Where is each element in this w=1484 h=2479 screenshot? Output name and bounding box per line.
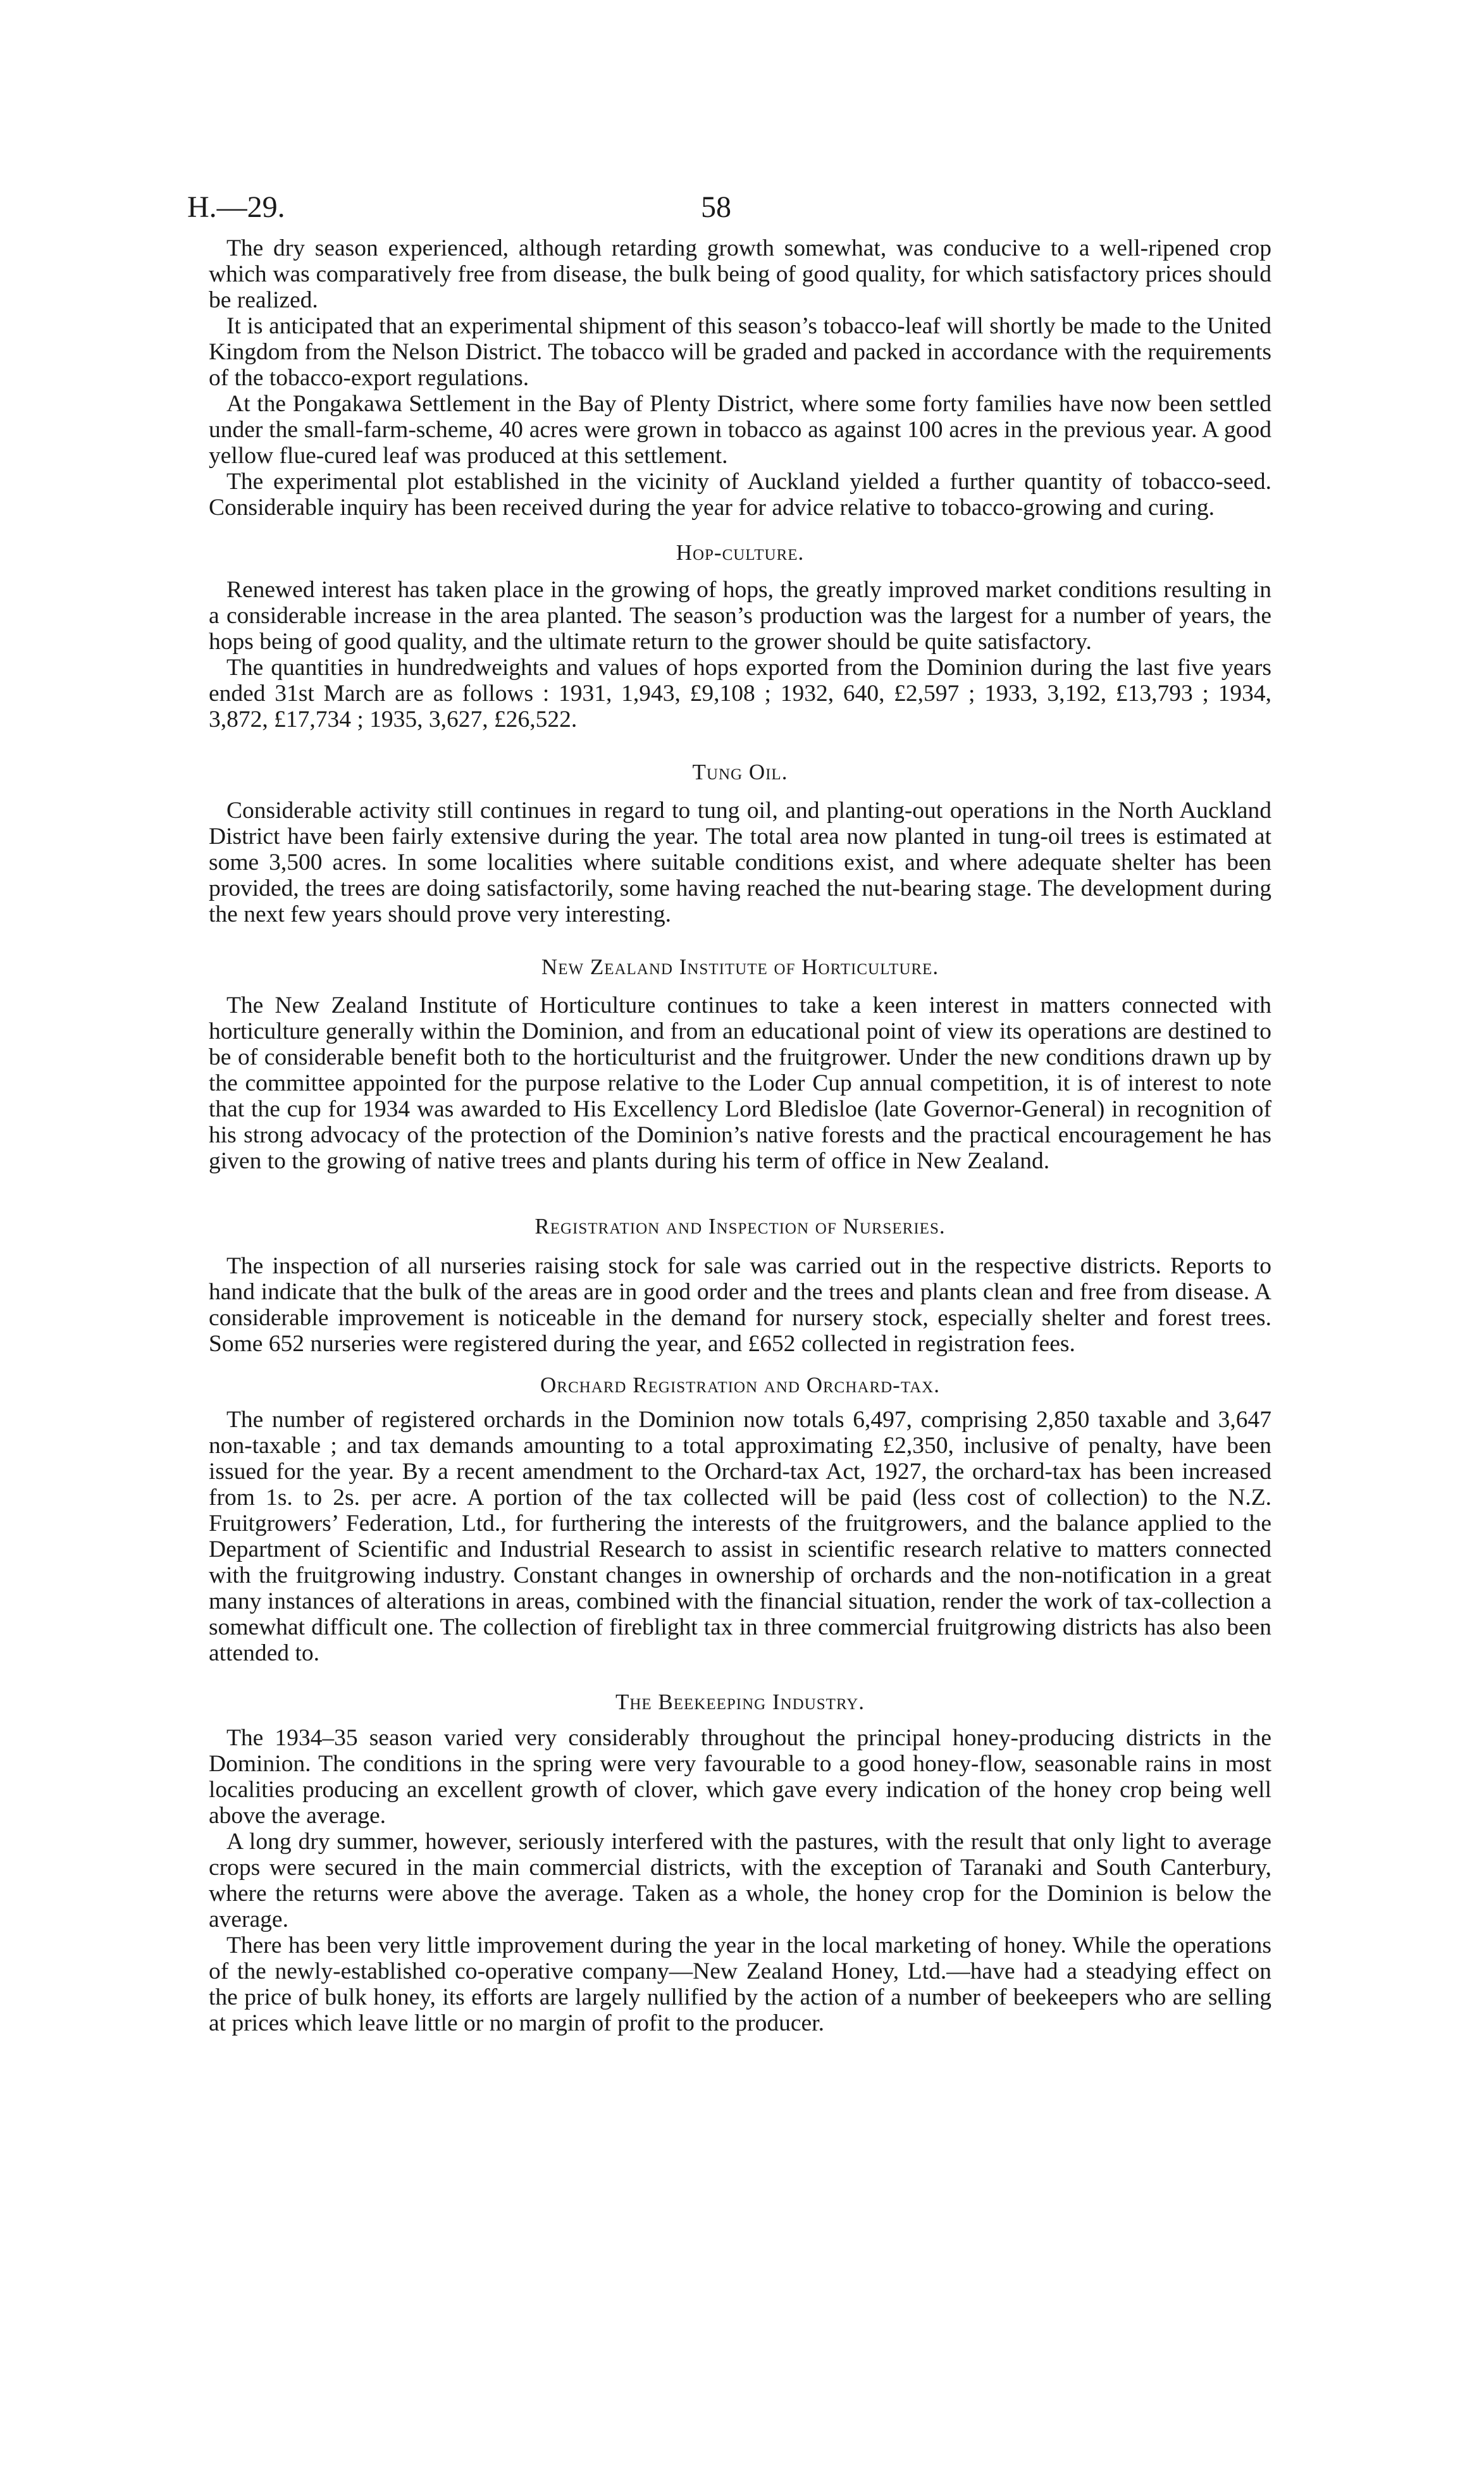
tung-oil-section	[209, 759, 1271, 927]
section-heading: Orchard Registration and Orchard-tax.	[540, 1373, 940, 1397]
paragraph: The 1934–35 season varied very considerably throughout the principal honey-producing districts in the Dominion. The conditions in the spring were very favourable to a good honey-flow, seasonable rains in most localities producing an excellent growth of clover, which gave every indication of the honey crop being well above the average.	[209, 1725, 1271, 1829]
orchard-section	[209, 1372, 1271, 1666]
paragraph: It is anticipated that an experimental shipment of this season’s tobacco-leaf will shortly be made to the United Kingdom from the Nelson District. The tobacco will be graded and packed in accordance with the requirements of the tobacco-export regulations.	[209, 313, 1271, 391]
section-heading: Registration and Inspection of Nurseries.	[535, 1214, 946, 1239]
paragraph: At the Pongakawa Settlement in the Bay of Plenty District, where some forty families have now been settled under the small-farm-scheme, 40 acres were grown in tobacco as against 100 acres in the previous year. A good yellow flue-cured leaf was produced at this settlement.	[209, 391, 1271, 469]
nz-institute-section	[209, 954, 1271, 1174]
paragraph: The number of registered orchards in the Dominion now totals 6,497, comprising 2,850 taxable and 3,647 non-taxable ; and tax demands amounting to a total approximating £2,350, inclusive of penalty, have been issued for the year. By a recent amendment to the Orchard-tax Act, 1927, the orchard-tax has been increased from 1s. to 2s. per acre. A portion of the tax collected will be paid (less cost of collection) to the N.Z. Fruitgrowers’ Federation, Ltd., for furthering the interests of the fruitgrowers, and the balance applied to the Department of Scientific and Industrial Research to assist in scientific research relative to matters connected with the fruitgrowing industry. Constant changes in ownership of orchards and the non-notification in a great many instances of alterations in areas, combined with the financial situation, render the work of tax-collection a somewhat difficult one. The collection of fireblight tax in three commercial fruitgrowing districts has also been attended to.	[209, 1407, 1271, 1666]
paragraph: There has been very little improvement during the year in the local marketing of honey. While the operations of the newly-established co-operative company—New Zealand Honey, Ltd.—have had a steadying effect on the price of bulk honey, its efforts are largely nullified by the action of a number of beekeepers who are selling at prices which leave little or no margin of profit to the producer.	[209, 1932, 1271, 2036]
paragraph: A long dry summer, however, seriously interfered with the pastures, with the result that only light to average crops were secured in the main commercial districts, with the exception of Taranaki and South Canterbury, where the returns were above the average. Taken as a whole, the honey crop for the Dominion is below the average.	[209, 1829, 1271, 1932]
beekeeping-section	[209, 1689, 1271, 2036]
paragraph: The New Zealand Institute of Horticulture continues to take a keen interest in matters connected with horticulture generally within the Dominion, and from an educational point of view its operations are destined to be of considerable benefit both to the horticulturist and the fruitgrower. Under the new conditions drawn up by the committee appointed for the purpose relative to the Loder Cup annual competition, it is of interest to note that the cup for 1934 was awarded to His Excellency Lord Bledisloe (late Governor-General) in recognition of his strong advocacy of the protection of the Dominion’s native forests and the practical encouragement he has given to the growing of native trees and plants during his term of office in New Zealand.	[209, 992, 1271, 1174]
paragraph: The quantities in hundredweights and values of hops exported from the Dominion during the last five years ended 31st March are as follows : 1931, 1,943, £9,108 ; 1932, 640, £2,597 ; 1933, 3,192, £13,793 ; 1934, 3,872, £17,734 ; 1935, 3,627, £26,522.	[209, 655, 1271, 733]
paragraph: The dry season experienced, although retarding growth somewhat, was conducive to a well-ripened crop which was comparatively free from disease, the bulk being of good quality, for which satisfactory prices should be realized.	[209, 235, 1271, 313]
paragraph: The inspection of all nurseries raising stock for sale was carried out in the respective districts. Reports to hand indicate that the bulk of the areas are in good order and the trees and plants clean and free from disease. A considerable improvement is noticeable in the demand for nursery stock, especially shelter and forest trees. Some 652 nurseries were registered during the year, and £652 collected in registration fees.	[209, 1253, 1271, 1357]
paragraph: The experimental plot established in the vicinity of Auckland yielded a further quantity of tobacco-seed. Considerable inquiry has been received during the year for advice relative to tobacco-growing and curing.	[209, 469, 1271, 521]
nurseries-section	[209, 1213, 1271, 1357]
page-body	[209, 235, 1271, 2036]
document-reference: H.—29.	[187, 190, 285, 224]
paragraph: Renewed interest has taken place in the growing of hops, the greatly improved market conditions resulting in a considerable increase in the area planted. The season’s production was the largest for a number of years, the hops being of good quality, and the ultimate return to the grower should be quite satisfactory.	[209, 577, 1271, 655]
paragraph: Considerable activity still continues in regard to tung oil, and planting-out operations in the North Auckland District have been fairly extensive during the year. The total area now planted in tung-oil trees is estimated at some 3,500 acres. In some localities where suitable conditions exist, and where adequate shelter has been provided, the trees are doing satisfactorily, some having reached the nut-bearing stage. The development during the next few years should prove very interesting.	[209, 798, 1271, 927]
section-heading: New Zealand Institute of Horticulture.	[541, 955, 939, 979]
section-heading: The Beekeeping Industry.	[615, 1690, 865, 1714]
page-number: 58	[701, 190, 731, 224]
section-heading: Hop-culture.	[676, 540, 805, 565]
hop-culture-section	[209, 540, 1271, 733]
section-heading: Tung Oil.	[692, 760, 788, 784]
tobacco-section	[209, 235, 1271, 521]
